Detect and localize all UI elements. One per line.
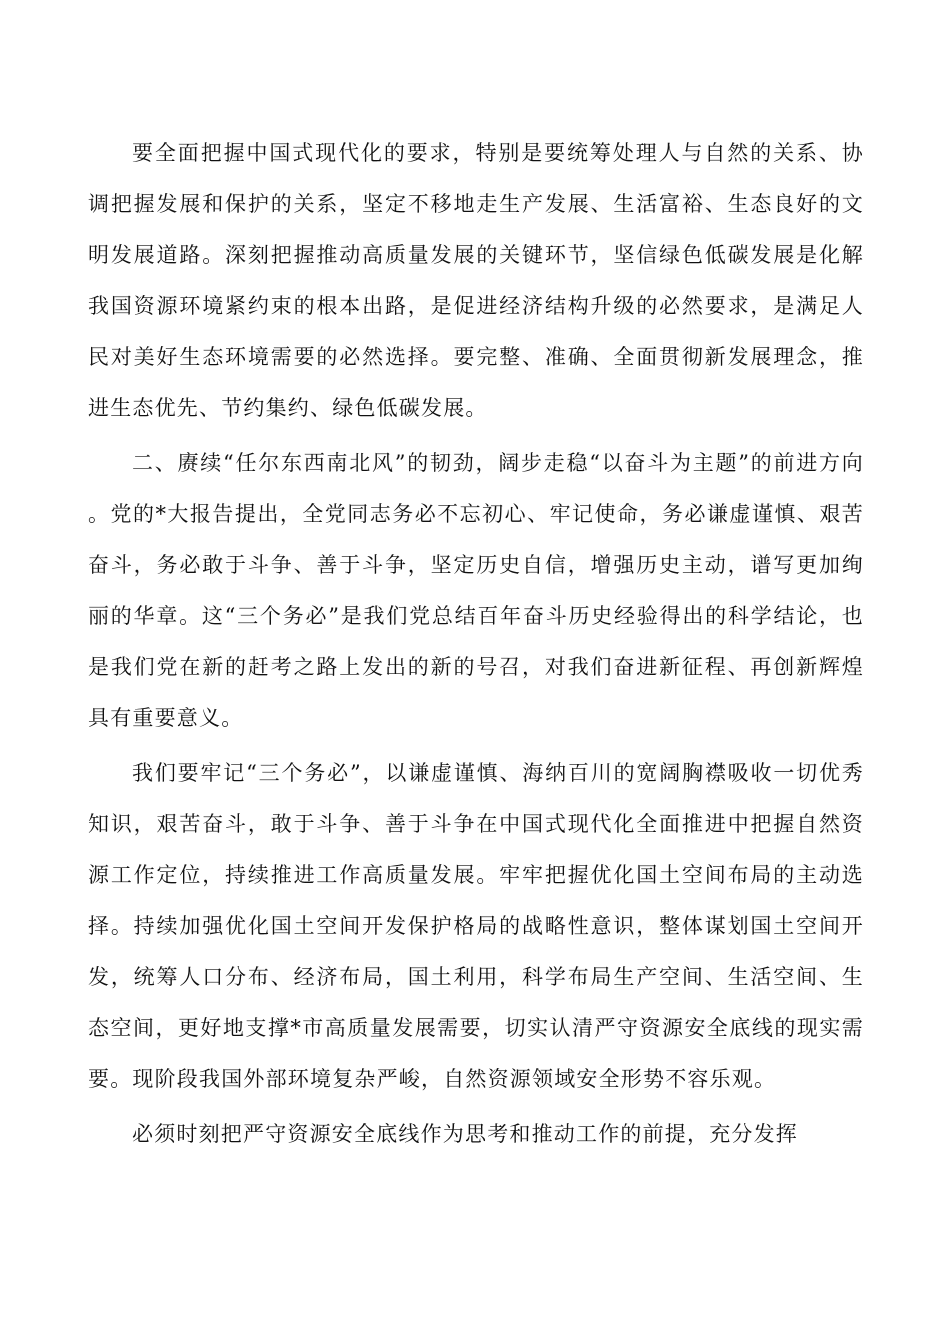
paragraph-3: 我们要牢记“三个务必”，以谦虚谨慎、海纳百川的宽阔胸襟吸收一切优秀知识，艰苦奋斗，敢于斗争、善于斗争在中国式现代化全面推进中把握自然资源工作定位，持续推进工作高质量发展。牢牢把握优化国土空间布局的主动选择。持续加强优化国土空间开发保护格局的战略性意识，整体谋划国土空间开发，统筹人口分布、经济布局，国土利用，科学布局生产空间、生活空间、生态空间，更好地支撑*市高质量发展需要，切实认清严守资源安全底线的现实需要。现阶段我国外部环境复杂严峻，自然资源领域安全形势不容乐观。 (88, 761, 864, 1091)
document-body (88, 128, 864, 1164)
paragraph-4: 必须时刻把严守资源安全底线作为思考和推动工作的前提，充分发挥 (132, 1122, 798, 1146)
paragraph-2: 二、赓续“任尔东西南北风”的韧劲，阔步走稳“以奋斗为主题”的前进方向。党的*大报告提出，全党同志务必不忘初心、牢记使命，务必谦虚谨慎、艰苦奋斗，务必敢于斗争、善于斗争，坚定历史自信，增强历史主动，谱写更加绚丽的华章。这“三个务必”是我们党总结百年奋斗历史经验得出的科学结论，也是我们党在新的赶考之路上发出的新的号召，对我们奋进新征程、再创新辉煌具有重要意义。 (88, 451, 864, 730)
paragraph-1: 要全面把握中国式现代化的要求，特别是要统筹处理人与自然的关系、协调把握发展和保护的关系，坚定不移地走生产发展、生活富裕、生态良好的文明发展道路。深刻把握推动高质量发展的关键环节，坚信绿色低碳发展是化解我国资源环境紧约束的根本出路，是促进经济结构升级的必然要求，是满足人民对美好生态环境需要的必然选择。要完整、准确、全面贯彻新发展理念，推进生态优先、节约集约、绿色低碳发展。 (88, 141, 864, 420)
